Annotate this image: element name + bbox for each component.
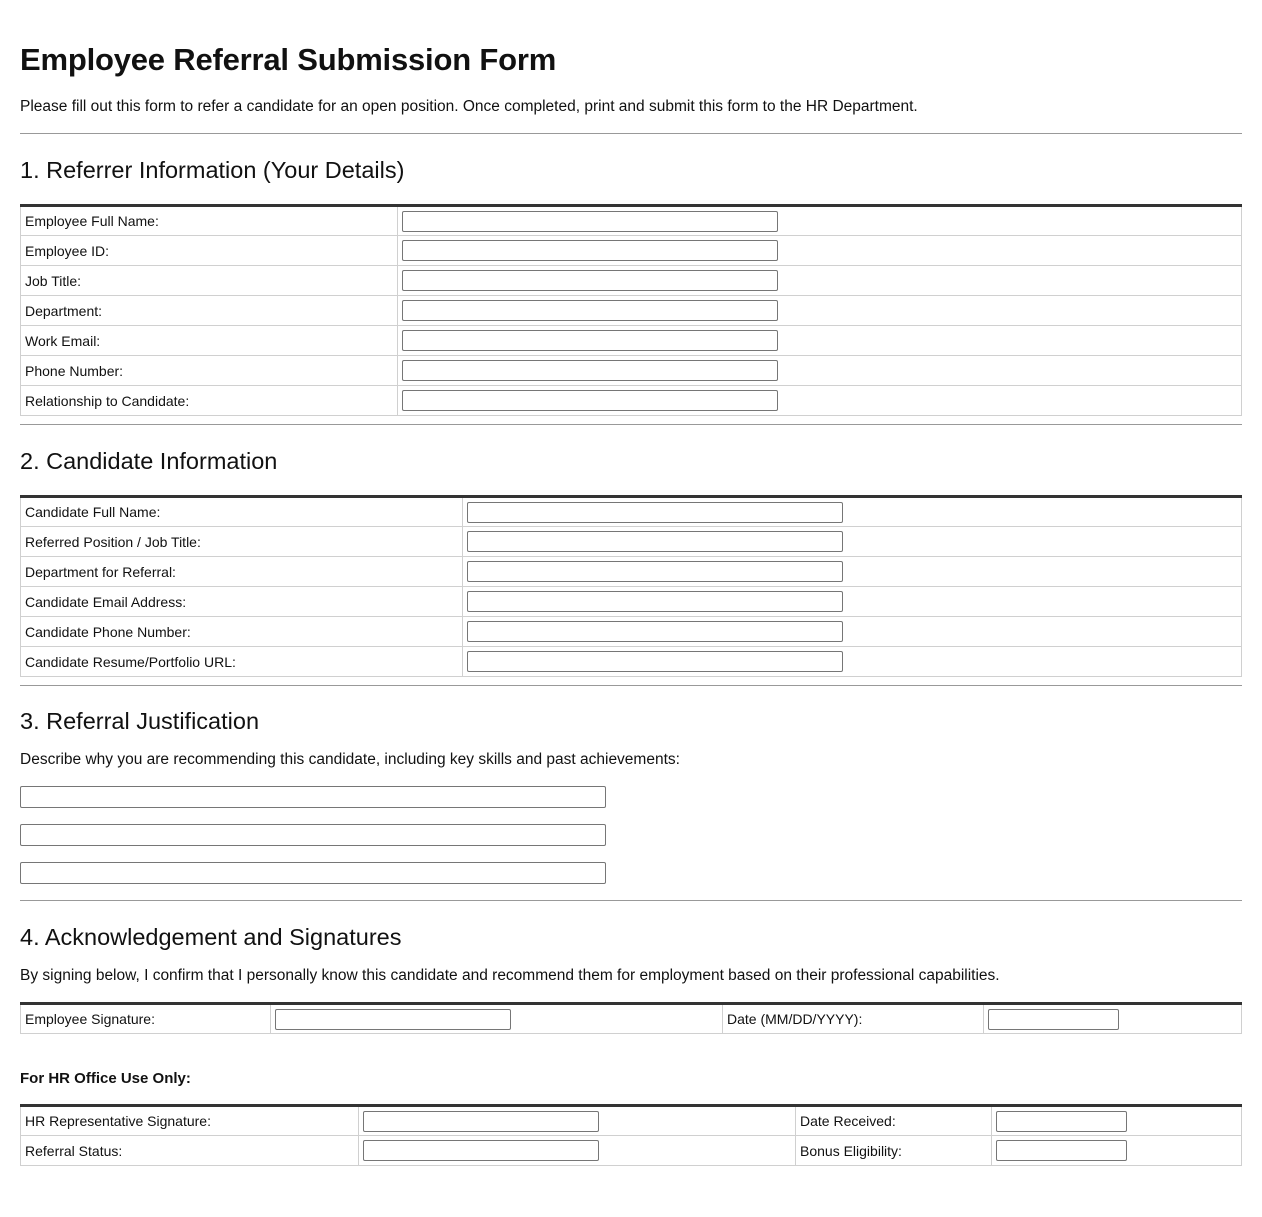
table-row xyxy=(21,296,1242,326)
table-row xyxy=(21,206,1242,236)
field-label: Job Title: xyxy=(21,266,398,296)
field-label: Relationship to Candidate: xyxy=(21,386,398,416)
section-2-heading: 2. Candidate Information xyxy=(20,448,278,474)
field-label: Candidate Full Name: xyxy=(21,497,463,527)
divider xyxy=(20,900,1242,901)
signature-table xyxy=(20,1002,1242,1034)
field-label: Date Received: xyxy=(796,1106,992,1136)
field-label: HR Representative Signature: xyxy=(21,1106,359,1136)
hr-office-table xyxy=(20,1104,1242,1166)
table-row xyxy=(21,356,1242,386)
acknowledgement-statement: By signing below, I confirm that I personally know this candidate and recommend them for employment based on their professional capabilities. xyxy=(20,967,1000,984)
candidate-resume-url-input[interactable] xyxy=(467,651,843,672)
field-label: Employee Full Name: xyxy=(21,206,398,236)
employee-full-name-input[interactable] xyxy=(402,211,778,232)
department-input[interactable] xyxy=(402,300,778,321)
employee-signature-input[interactable] xyxy=(275,1009,511,1030)
field-label: Bonus Eligibility: xyxy=(796,1136,992,1166)
field-label: Work Email: xyxy=(21,326,398,356)
section-3-heading: 3. Referral Justification xyxy=(20,708,260,734)
intro-text: Please fill out this form to refer a candidate for an open position. Once completed, print and submit this form to the HR Department. xyxy=(20,98,918,115)
table-row xyxy=(21,1004,1242,1034)
hr-rep-signature-input[interactable] xyxy=(363,1111,599,1132)
referred-position-input[interactable] xyxy=(467,531,843,552)
table-row xyxy=(21,236,1242,266)
relationship-input[interactable] xyxy=(402,390,778,411)
table-row xyxy=(21,497,1242,527)
page-title: Employee Referral Submission Form xyxy=(20,42,557,77)
table-row xyxy=(21,386,1242,416)
table-row xyxy=(21,1106,1242,1136)
job-title-input[interactable] xyxy=(402,270,778,291)
field-label: Referred Position / Job Title: xyxy=(21,527,463,557)
candidate-email-input[interactable] xyxy=(467,591,843,612)
candidate-phone-input[interactable] xyxy=(467,621,843,642)
field-label: Employee ID: xyxy=(21,236,398,266)
table-row xyxy=(21,617,1242,647)
work-email-input[interactable] xyxy=(402,330,778,351)
field-label: Candidate Resume/Portfolio URL: xyxy=(21,647,463,677)
table-row xyxy=(21,1136,1242,1166)
date-received-input[interactable] xyxy=(996,1111,1127,1132)
table-row xyxy=(21,266,1242,296)
phone-number-input[interactable] xyxy=(402,360,778,381)
table-row xyxy=(21,557,1242,587)
justification-line-1[interactable] xyxy=(20,786,606,808)
divider xyxy=(20,685,1242,686)
employee-id-input[interactable] xyxy=(402,240,778,261)
field-label: Phone Number: xyxy=(21,356,398,386)
referral-status-input[interactable] xyxy=(363,1140,599,1161)
justification-prompt: Describe why you are recommending this candidate, including key skills and past achievements: xyxy=(20,751,680,768)
bonus-eligibility-input[interactable] xyxy=(996,1140,1127,1161)
candidate-full-name-input[interactable] xyxy=(467,502,843,523)
section-1-heading: 1. Referrer Information (Your Details) xyxy=(20,157,405,183)
hr-office-heading: For HR Office Use Only: xyxy=(20,1070,191,1087)
field-label: Referral Status: xyxy=(21,1136,359,1166)
table-row xyxy=(21,647,1242,677)
field-label: Date (MM/DD/YYYY): xyxy=(723,1004,984,1034)
divider xyxy=(20,424,1242,425)
table-row xyxy=(21,587,1242,617)
field-label: Department for Referral: xyxy=(21,557,463,587)
signature-date-input[interactable] xyxy=(988,1009,1119,1030)
table-row xyxy=(21,527,1242,557)
divider xyxy=(20,133,1242,134)
field-label: Department: xyxy=(21,296,398,326)
candidate-info-table xyxy=(20,495,1242,677)
table-row xyxy=(21,326,1242,356)
field-label: Candidate Email Address: xyxy=(21,587,463,617)
field-label: Candidate Phone Number: xyxy=(21,617,463,647)
justification-line-3[interactable] xyxy=(20,862,606,884)
field-label: Employee Signature: xyxy=(21,1004,271,1034)
section-4-heading: 4. Acknowledgement and Signatures xyxy=(20,924,402,950)
referrer-info-table xyxy=(20,204,1242,416)
justification-line-2[interactable] xyxy=(20,824,606,846)
referral-department-input[interactable] xyxy=(467,561,843,582)
